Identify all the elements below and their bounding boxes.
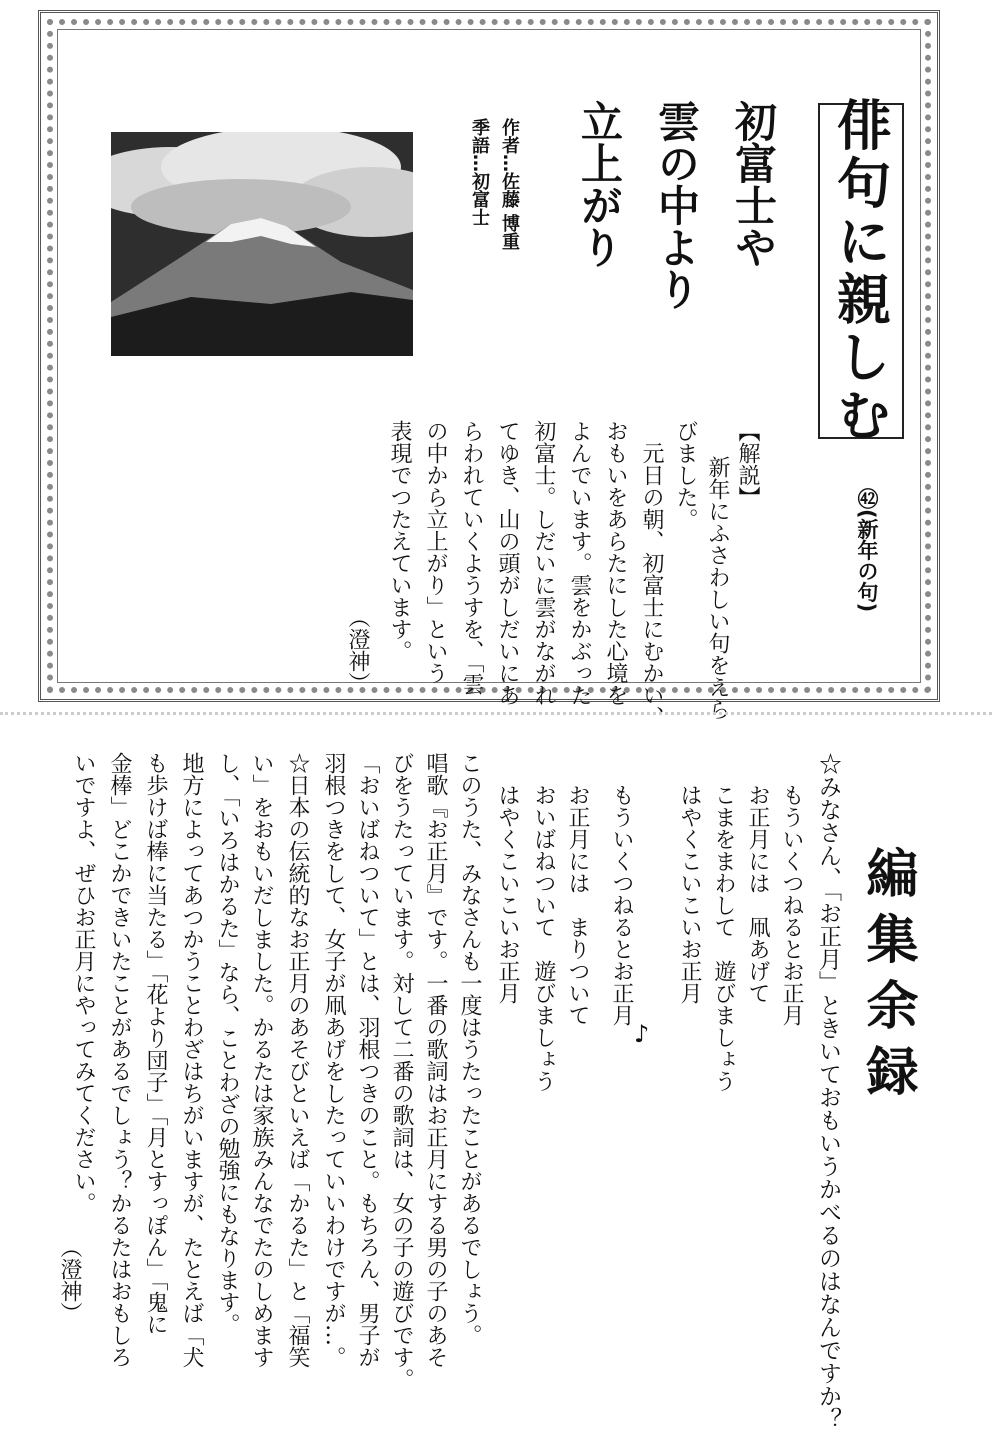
edit-line: 金棒」どこかできいたことがあるでしょう？かるたはおもしろ — [107, 752, 132, 1368]
music-note-icon: ♪ — [634, 1020, 650, 1048]
edit-line: ☆日本の伝統的なお正月のあそびといえば「かるた」と「福笑 — [285, 752, 310, 1368]
kigo-line: 季語…初富士 — [469, 118, 490, 226]
commentary-line: てゆき、山の頭がしだいにあ — [495, 420, 520, 706]
edit-line: びをうたっています。対して二番の歌詞は、女の子の遊びです。 — [389, 752, 414, 1390]
title-box — [818, 97, 904, 445]
song-line: おいばねついて 遊びましょう — [531, 784, 556, 1092]
edit-line: このうた、みなさんも一度はうたったことがあるでしょう。 — [457, 752, 482, 1346]
commentary-line: 初富士。しだいに雲がながれ — [531, 420, 556, 706]
commentary-line: らわれていくようすを、「雲 — [459, 420, 484, 695]
issue-label: ㊷(新年の句) — [855, 488, 879, 613]
song-line: もういくつねるとお正月 — [779, 784, 804, 1026]
edit-line: も歩けば棒に当たる」「花より団子」「月とすっぽん」「鬼に — [143, 752, 168, 1335]
haiku-line-1: 初富士や — [729, 100, 778, 268]
edit-line: 地方によってあつかうことわざはちがいますが、たとえば「犬 — [179, 752, 204, 1368]
commentary-line: よんでいます。雲をかぶった — [567, 420, 592, 706]
edit-line: 唱歌『お正月』です。一番の歌詞はお正月にする男の子のあそ — [423, 752, 448, 1368]
edit-line: いですよ、ぜひお正月にやってみてください。 — [71, 752, 96, 1214]
song-line: お正月には まりついて — [565, 784, 590, 1026]
mount-fuji-photo — [111, 132, 413, 356]
song-line: もういくつねるとお正月 — [609, 784, 634, 1026]
commentary-line: おもいをあらたにした心境を — [603, 420, 628, 706]
edit-line: 羽根つきをして、女子が凧あげをしたっていいわけですが…。 — [321, 752, 346, 1368]
commentary-line: 表現でつたえています。 — [387, 420, 412, 662]
page-title: 俳句に親しむ — [828, 97, 893, 445]
commentary-signature: （澄神） — [345, 606, 370, 694]
author-line: 作者…佐藤 博重 — [499, 118, 520, 251]
haiku-line-2: 雲の中より — [652, 100, 701, 310]
edit-line: し、「いろはかるた」なら、ことわざの勉強にもなります。 — [215, 752, 240, 1335]
edit-line: 「おいばねついて」とは、羽根つきのこと。もちろん、男子が — [355, 752, 380, 1368]
commentary-line: の中から立上がり」という — [423, 420, 448, 684]
commentary-line: 【解説】 — [735, 420, 760, 508]
song-line: はやくこいこいお正月 — [495, 784, 520, 1004]
commentary-line: びました。 — [673, 420, 698, 530]
edit-signature: （澄神） — [57, 1236, 82, 1324]
top-frame — [38, 10, 940, 702]
edit-line: ☆みなさん、「お正月」ときいておもいうかべるのはなんですか？ — [815, 752, 841, 1431]
song-line: こまをまわして 遊びましょう — [711, 784, 736, 1092]
song-line: はやくこいこいお正月 — [677, 784, 702, 1004]
edit-line: い」をおもいだしました。かるたは家族みんなでたのしめます — [249, 752, 274, 1368]
section-divider — [0, 712, 992, 715]
song-line: お正月には 凧あげて — [745, 784, 770, 1004]
commentary-line: 元日の朝、初富士にむかい、 — [639, 420, 664, 728]
edit-notes-title: 編集余録 — [857, 846, 918, 1110]
commentary-line: 新年にふさわしい句をえら — [705, 456, 730, 720]
haiku-line-3: 立上がり — [575, 100, 624, 268]
